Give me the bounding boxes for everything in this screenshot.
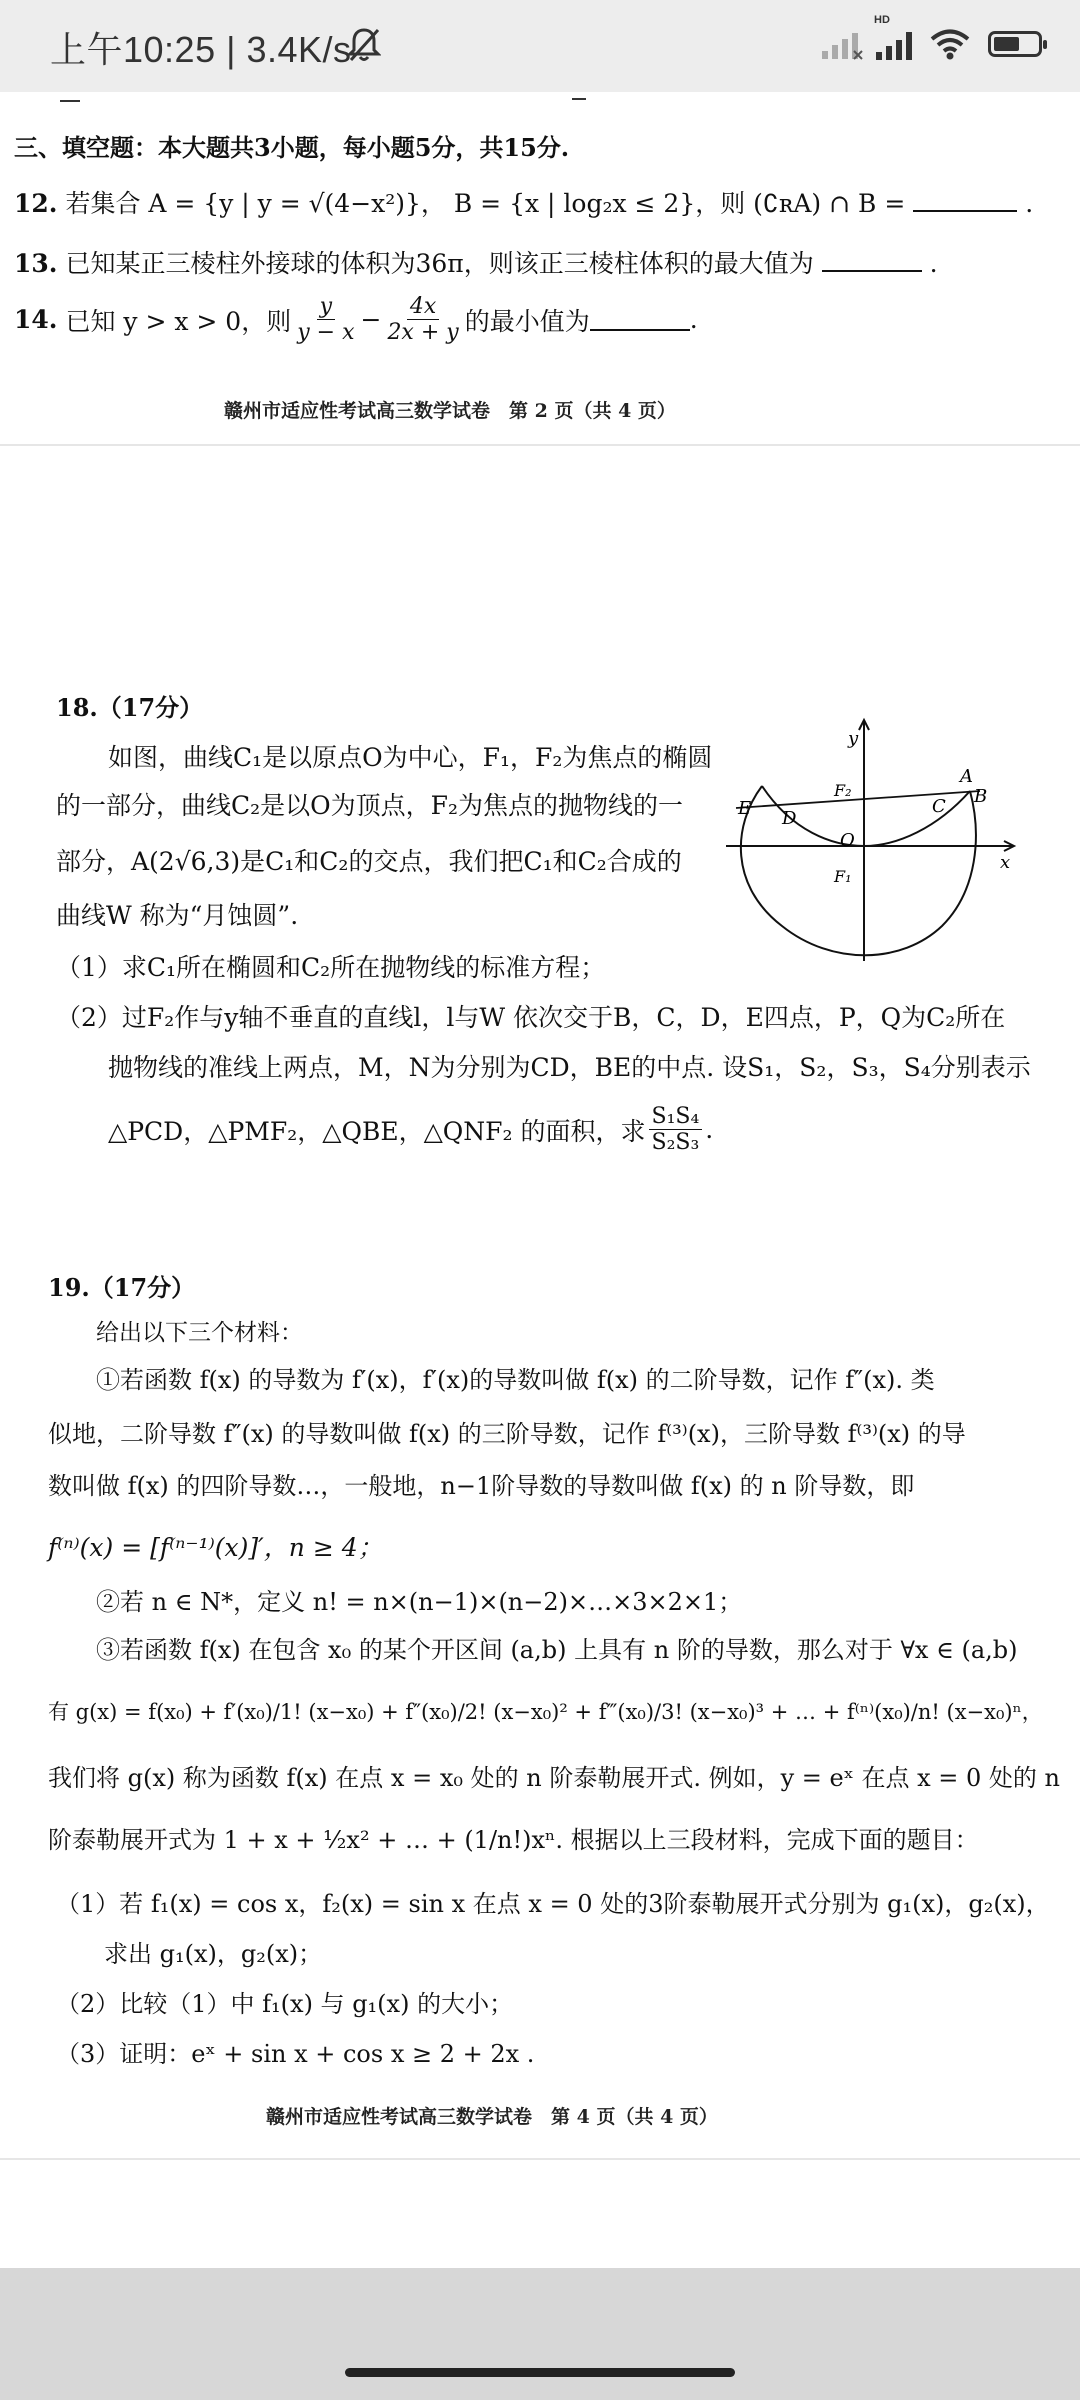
label-A: A <box>960 766 973 787</box>
label-y: y <box>848 728 859 749</box>
status-bar <box>0 0 1080 92</box>
answer-blank <box>913 190 1017 212</box>
home-indicator[interactable] <box>345 2368 735 2377</box>
question-number: 14. <box>14 305 58 335</box>
denominator: S₂S₃ <box>651 1130 700 1156</box>
q19-header: 19.（17分） <box>48 1273 196 1302</box>
q18-header: 18.（17分） <box>56 693 204 722</box>
network-badge: HD <box>874 14 890 26</box>
question-number: 12. <box>14 189 58 218</box>
denominator: y − x <box>297 320 355 346</box>
question-number: 13. <box>14 249 58 278</box>
q18-part-2-line-2: 抛物线的准线上两点，M，N为分别为CD，BE的中点. 设S₁，S₂，S₃，S₄分别表示 <box>108 1053 1031 1082</box>
question-12 <box>14 184 1033 220</box>
fraction-4x-over-2x-plus-y <box>384 294 461 346</box>
answer-blank <box>822 250 922 272</box>
fraction-y-over-y-minus-x <box>294 294 357 346</box>
period: . <box>689 305 698 335</box>
numerator: 4x <box>407 294 439 320</box>
q19-material-2: ②若 n ∈ N*，定义 n! = n×(n−1)×(n−2)×…×3×2×1； <box>96 1588 743 1616</box>
question-text: 已知 y > x > 0，则 <box>65 306 292 336</box>
battery-icon <box>988 31 1042 57</box>
q19-material-1-line-2: 似地，二阶导数 f″(x) 的导数叫做 f(x) 的三阶导数，记作 f⁽³⁾(x)，三阶导数 f⁽³⁾(x) 的导 <box>48 1420 966 1448</box>
denominator: 2x + y <box>387 320 459 346</box>
page-divider <box>0 2158 1080 2160</box>
label-B: B <box>974 786 988 807</box>
signal-x-icon <box>822 29 858 59</box>
question-text-tail: 的最小值为 <box>464 306 590 336</box>
page-2-section <box>0 92 1080 444</box>
question-14 <box>14 294 698 346</box>
label-F1: F₁ <box>834 867 852 886</box>
q18-part-2-line-1: （2）过F₂作与y轴不垂直的直线l，l与W 依次交于B，C，D，E四点，P，Q为C₂所在 <box>56 1003 1006 1032</box>
q19-part-3: （3）证明：eˣ + sin x + cos x ≥ 2 + 2x . <box>56 2040 535 2068</box>
q19-material-3-line-2: 我们将 g(x) 称为函数 f(x) 在点 x = x₀ 处的 n 阶泰勒展开式. 例如，y = eˣ 在点 x = 0 处的 n <box>48 1764 1061 1792</box>
q18-line-4: 曲线W 称为“月蚀圆”. <box>56 901 299 930</box>
label-D: D <box>782 808 797 829</box>
signal-icon <box>874 14 912 60</box>
moon-eclipse-figure <box>722 716 1022 976</box>
numerator: y <box>317 294 335 320</box>
status-time: 上午10:25 | 3.4K/s <box>50 29 352 70</box>
label-x: x <box>1000 852 1011 873</box>
period: . <box>1025 189 1034 218</box>
q19-part-1-line-1: （1）若 f₁(x) = cos x，f₂(x) = sin x 在点 x = 0 处的3阶泰勒展开式分别为 g₁(x)，g₂(x)， <box>56 1890 1050 1918</box>
label-F2: F₂ <box>834 781 852 800</box>
question-13 <box>14 244 938 280</box>
answer-blank <box>590 309 690 331</box>
clipped-text-fragment <box>60 92 80 102</box>
mute-bell-icon <box>347 26 381 64</box>
q19-part-1-line-2: 求出 g₁(x)，g₂(x)； <box>104 1940 323 1968</box>
wifi-icon <box>930 28 970 60</box>
q18-part-1: （1）求C₁所在椭圆和C₂所在抛物线的标准方程； <box>56 953 606 982</box>
page-4-section <box>0 446 1080 2158</box>
minus-sign: − <box>360 305 382 335</box>
q19-taylor-formula: 有 g(x) = f(x₀) + f′(x₀)/1! (x−x₀) + f″(x₀)/2! (x−x₀)² + f‴(x₀)/3! (x−x₀)³ + … + f⁽ⁿ⁾(x₀)/n! (x−x₀)ⁿ， <box>48 1700 1043 1724</box>
q19-material-1-line-3: 数叫做 f(x) 的四阶导数…，一般地，n−1阶导数的导数叫做 f(x) 的 n 阶导数，即 <box>48 1472 915 1500</box>
label-C: C <box>932 796 946 817</box>
q19-material-3-line-3: 阶泰勒展开式为 1 + x + ½x² + … + (1/n!)xⁿ. 根据以上三段材料，完成下面的题目： <box>48 1826 979 1854</box>
bottom-area <box>0 2268 1080 2400</box>
question-text: 已知某正三棱柱外接球的体积为36π，则该正三棱柱体积的最大值为 <box>65 249 814 278</box>
q18-line-1: 如图，曲线C₁是以原点O为中心，F₁，F₂为焦点的椭圆 <box>108 743 713 772</box>
q19-material-1-formula: f⁽ⁿ⁾(x) = [f⁽ⁿ⁻¹⁾(x)]′，n ≥ 4； <box>48 1533 383 1562</box>
q19-intro: 给出以下三个材料： <box>96 1320 303 1346</box>
q19-material-3-line-1: ③若函数 f(x) 在包含 x₀ 的某个开区间 (a,b) 上具有 n 阶的导数，那么对于 ∀x ∈ (a,b) <box>96 1636 1018 1664</box>
period: . <box>929 249 938 278</box>
q19-part-2: （2）比较（1）中 f₁(x) 与 g₁(x) 的大小； <box>56 1990 514 2018</box>
page-footer: 赣州市适应性考试高三数学试卷 第 4 页（共 4 页） <box>266 2106 718 2128</box>
q19-material-1-line-1: ①若函数 f(x) 的导数为 f′(x)，f′(x)的导数叫做 f(x) 的二阶导数，记作 f″(x). 类 <box>96 1366 935 1394</box>
clipped-text-fragment <box>572 92 586 100</box>
battery-level <box>994 37 1019 51</box>
q18-part-2-line-3: △PCD，△PMF₂，△QBE，△QNF₂ 的面积，求 $\frac{\text{S₁S₄}}{\text{S₂S₃}}$ . <box>108 1104 714 1156</box>
numerator: S₁S₄ <box>649 1104 703 1130</box>
q18-line-2: 的一部分，曲线C₂是以O为顶点，F₂为焦点的抛物线的一 <box>56 791 684 820</box>
q18-part-2-text: △PCD，△PMF₂，△QBE，△QNF₂ 的面积，求 <box>108 1116 646 1146</box>
label-O: O <box>840 830 855 851</box>
q18-line-3: 部分，A(2√6,3)是C₁和C₂的交点，我们把C₁和C₂合成的 <box>56 847 682 876</box>
page-footer: 赣州市适应性考试高三数学试卷 第 2 页（共 4 页） <box>224 400 676 422</box>
question-text: 若集合 A = {y | y = √(4−x²)}， B = {x | log₂x ≤ 2}，则 (∁ʀA) ∩ B = <box>65 189 906 218</box>
label-E: E <box>738 798 752 819</box>
area-ratio-fraction <box>649 1104 703 1156</box>
section-header: 三、填空题：本大题共3小题，每小题5分，共15分. <box>14 133 570 162</box>
